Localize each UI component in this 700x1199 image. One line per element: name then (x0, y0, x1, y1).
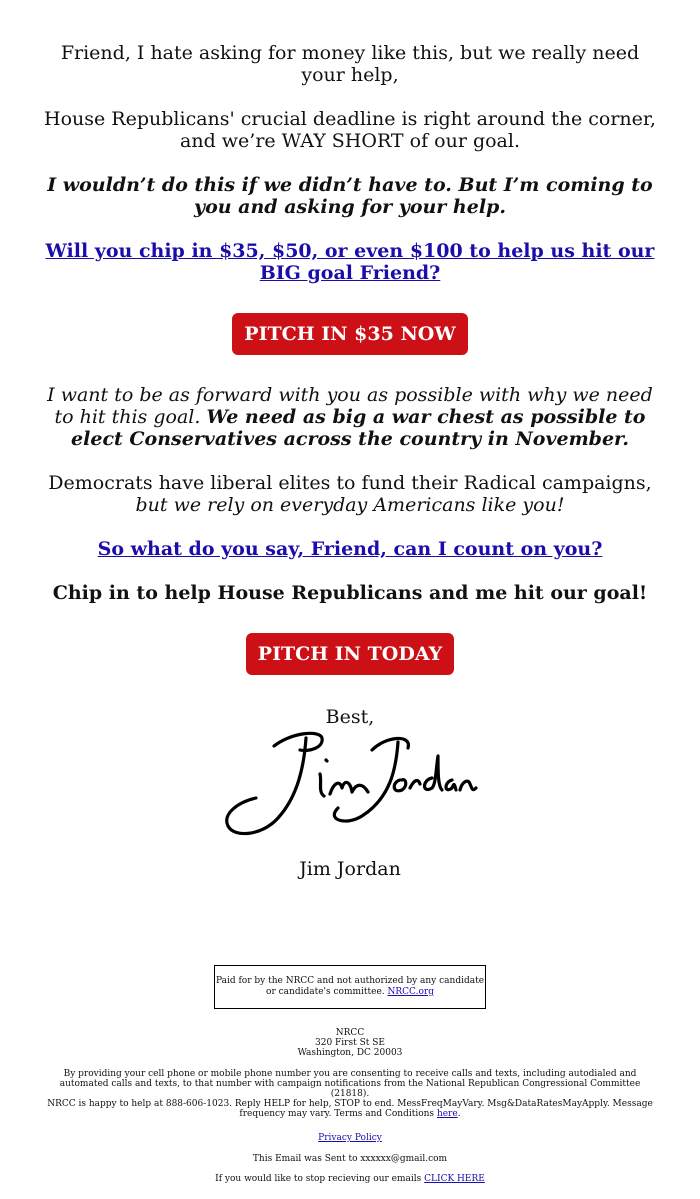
chip-in-amounts-link[interactable]: Will you chip in $35, $50, or even $100 to help us hit our BIG goal Friend? (45, 240, 655, 284)
address-line-1: 320 First St SE (315, 1038, 385, 1048)
war-chest-paragraph (40, 384, 660, 450)
nrcc-org-link[interactable]: NRCC.org (387, 987, 434, 997)
help-end-punctuation: . (457, 1109, 461, 1119)
org-name: NRCC (335, 1028, 365, 1038)
chip-in-link-wrapper (40, 240, 660, 284)
count-on-you-link[interactable]: So what do you say, Friend, can I count on you? (97, 538, 603, 560)
help-text: NRCC is happy to help at 888-606-1023. Reply HELP for help, STOP to end. MessFreqMayVary. Msg&DataRatesMayApply. Message frequency may vary. Terms and Conditions (47, 1099, 653, 1119)
paid-for-text: Paid for by the NRCC and not authorized by any candidate or candidate's committee. (215, 976, 485, 997)
sent-to-text: This Email was Sent to xxxxxx@gmail.com (252, 1154, 448, 1164)
button-wrapper-1 (0, 313, 700, 355)
war-chest-bold-text: We need as big a war chest as possible to elect Conservatives across the country in November. (71, 406, 646, 450)
privacy-policy-wrapper (0, 1133, 700, 1143)
chip-in-goal-paragraph: Chip in to help House Republicans and me hit our goal! (52, 582, 648, 604)
everyday-americans-text: but we rely on everyday Americans like you! (135, 494, 565, 516)
signer-name: Jim Jordan (299, 858, 401, 880)
intro-paragraph: Friend, I hate asking for money like this, but we really need your help, (60, 42, 640, 86)
unsubscribe-link[interactable]: CLICK HERE (424, 1174, 485, 1184)
paid-for-disclaimer-box (214, 965, 486, 1009)
closing-text: Best, (325, 706, 375, 728)
deadline-paragraph: House Republicans' crucial deadline is right around the corner, and we’re WAY SHORT of our goal. (44, 108, 656, 152)
address-line-2: Washington, DC 20003 (297, 1048, 403, 1058)
unsubscribe-text: If you would like to stop recieving our emails (215, 1174, 422, 1184)
war-chest-italic-text: I want to be as forward with you as possible with why we need to hit this goal. (47, 384, 653, 428)
appeal-paragraph: I wouldn’t do this if we didn’t have to. But I’m coming to you and asking for your help. (47, 174, 653, 218)
sms-help-text (40, 1099, 660, 1119)
signature-image (222, 726, 478, 844)
mailing-address (0, 1028, 700, 1058)
democrats-paragraph (40, 472, 660, 516)
button-wrapper-2 (0, 633, 700, 675)
democrats-text: Democrats have liberal elites to fund their Radical campaigns, (48, 472, 652, 494)
count-on-you-link-wrapper (40, 538, 660, 560)
sms-consent-text: By providing your cell phone or mobile phone number you are consenting to receive calls and texts, including autodialed and automated calls and texts, to that number with campaign notifications from the National Republican Congressional Committee (21818). (59, 1069, 641, 1099)
pitch-in-35-button[interactable]: PITCH IN $35 NOW (232, 313, 467, 355)
pitch-in-today-button[interactable]: PITCH IN TODAY (246, 633, 454, 675)
privacy-policy-link[interactable]: Privacy Policy (318, 1133, 382, 1143)
unsubscribe-line (0, 1174, 700, 1184)
terms-here-link[interactable]: here (436, 1109, 458, 1119)
